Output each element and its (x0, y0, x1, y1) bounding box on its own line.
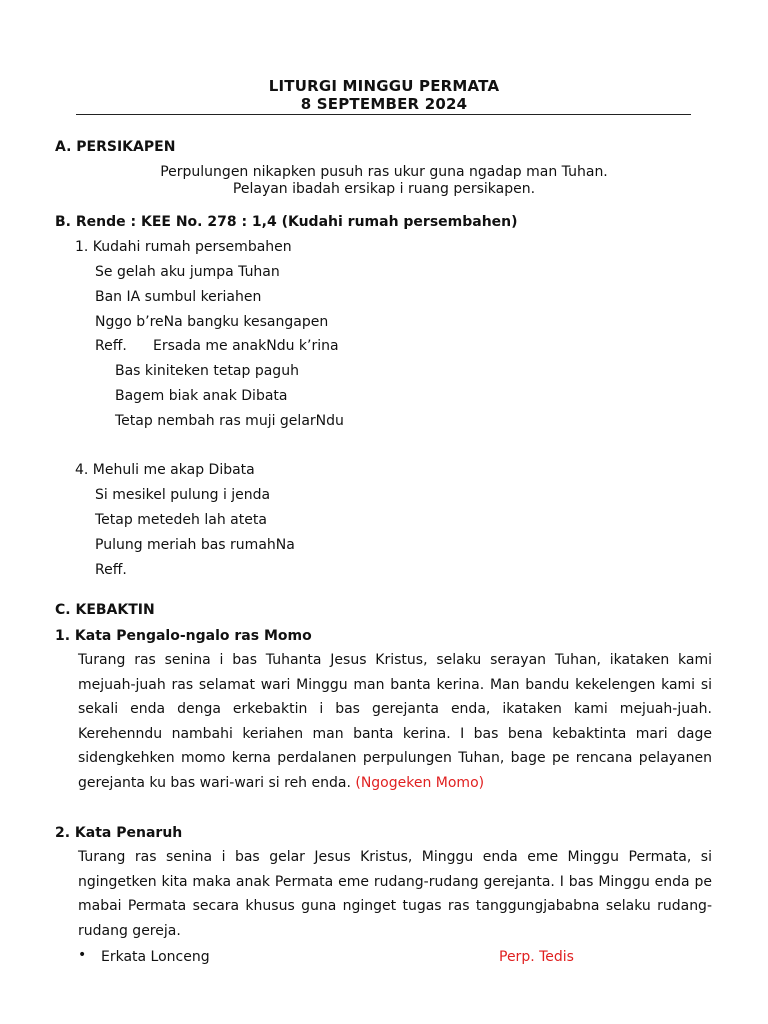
section-a-heading: A. PERSIKAPEN (55, 139, 176, 155)
reff-line: Bagem biak anak Dibata (115, 388, 288, 404)
item-2-text: Turang ras senina i bas gelar Jesus Kristus, Minggu enda eme Minggu Permata, si ngingetken kita maka anak Permata eme rudang-rudang gerejanta. I bas Minggu enda pe mabai Permata secara khusus guna nginget tugas ras tanggungjababna selaku rudang-rudang gereja. (78, 849, 712, 939)
title-line-1: LITURGI MINGGU PERMATA (268, 77, 500, 95)
item-1-paragraph (78, 648, 712, 795)
verse-1-line: 1. Kudahi rumah persembahen (75, 239, 292, 255)
item-2-heading: 2. Kata Penaruh (55, 825, 183, 841)
section-a-line-1: Perpulungen nikapken pusuh ras ukur guna ngadap man Tuhan. (160, 164, 608, 180)
bullet-item-label: Erkata Lonceng (101, 949, 210, 965)
item-1-text: Turang ras senina i bas Tuhanta Jesus Kristus, selaku serayan Tuhan, ikataken kami mejuah-juah ras selamat wari Minggu man banta kerina. Man bandu kekelengen kami si sekali enda denga erkebaktin i bas gerejanta enda, ikataken kami mejuah-juah. Kerehenndu nambahi keriahen man banta kerina. I bas bena kebaktinta mari dage sidengkehken momo kerna perdalanen perpulungen Tuhan, bage pe rencana pelayanen gerejanta ku bas wari-wari si reh enda. (78, 652, 712, 791)
reff-line: Bas kiniteken tetap paguh (115, 363, 299, 379)
verse-1-line: Ban IA sumbul keriahen (95, 289, 262, 305)
reff-line: Tetap nembah ras muji gelarNdu (115, 413, 344, 429)
item-1-heading: 1. Kata Pengalo-ngalo ras Momo (55, 628, 312, 644)
verse-1-line: Se gelah aku jumpa Tuhan (95, 264, 280, 280)
bullet-icon: • (78, 947, 87, 963)
verse-4-reff: Reff. (95, 562, 127, 578)
verse-4-line: Si mesikel pulung i jenda (95, 487, 271, 503)
item-1-note: (Ngogeken Momo) (355, 774, 485, 791)
verse-4-line: Pulung meriah bas rumahNa (95, 537, 295, 553)
section-a-line-2: Pelayan ibadah ersikap i ruang persikapen. (232, 181, 536, 197)
reff-line: Ersada me anakNdu k’rina (153, 338, 339, 354)
section-b-heading: B. Rende : KEE No. 278 : 1,4 (Kudahi rumah persembahen) (55, 214, 518, 230)
section-c-heading: C. KEBAKTIN (55, 602, 155, 618)
verse-4-line: 4. Mehuli me akap Dibata (75, 462, 255, 478)
title-line-2: 8 SEPTEMBER 2024 (300, 95, 468, 113)
bullet-item-person: Perp. Tedis (499, 949, 574, 965)
verse-4-line: Tetap metedeh lah ateta (95, 512, 267, 528)
title-divider (76, 114, 691, 115)
reff-label: Reff. (95, 338, 127, 354)
item-2-paragraph (78, 845, 712, 943)
verse-1-line: Nggo b’reNa bangku kesangapen (95, 314, 329, 330)
